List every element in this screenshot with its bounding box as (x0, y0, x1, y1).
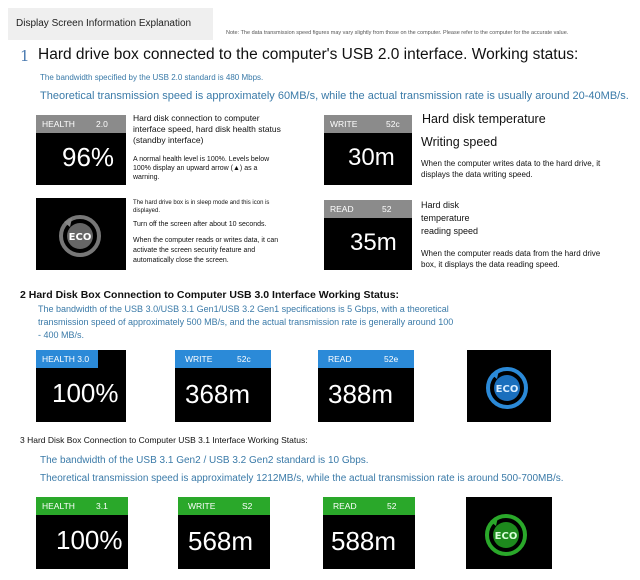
eco-desc-line1: The hard drive box is in sleep mode and this icon is displayed. (133, 200, 270, 214)
health-desc-title: Hard disk connection to computer interface speed, hard disk health status (standby interface) (133, 113, 281, 145)
s3-eco-tile (466, 497, 552, 569)
read-label: READ (330, 204, 354, 214)
section2-text: The bandwidth of the USB 3.0/USB 3.1 Gen1/USB 3.2 Gen1 specifications is 5 Gbps, with a theoretical transmission speed of approximately 500 MB/s, and the actual transmission rate is generally around 100 - 400 MB/s. (38, 304, 454, 340)
s3-eco-label: ECO (494, 531, 518, 542)
write-bar (324, 115, 412, 133)
s3-read-bar (323, 497, 415, 515)
health-label: HEALTH (42, 119, 75, 129)
s2-write-tile (175, 350, 271, 422)
s3-write-label: WRITE (188, 501, 216, 511)
s2-read-bar (318, 350, 414, 368)
eco-desc-line2: Turn off the screen after about 10 seconds. (133, 221, 267, 228)
s3-health-tag: 3.1 (96, 501, 108, 511)
read-display-tile (324, 200, 412, 270)
eco-label: ECO (68, 232, 92, 243)
s2-read-label: READ (328, 354, 352, 364)
s3-read-tile (323, 497, 415, 569)
s2-read-tag: 52e (384, 354, 399, 364)
health-display-tile (36, 115, 126, 185)
s2-health-tile (36, 350, 126, 422)
s3-write-value: 568m (188, 526, 254, 556)
s2-read-value: 388m (328, 379, 394, 409)
write-tag: 52c (386, 119, 400, 129)
section3-title: 3 Hard Disk Box Connection to Computer USB 3.1 Interface Working Status: (20, 435, 308, 445)
section1-number: 1 (20, 47, 30, 65)
s2-write-bar (175, 350, 271, 368)
read-desc: When the computer reads data from the hard drive box, it displays the data reading speed. (421, 249, 601, 269)
s3-write-tag: S2 (242, 501, 253, 511)
s2-write-label: WRITE (185, 354, 213, 364)
write-desc: When the computer writes data to the hard drive, it displays the data writing speed. (421, 159, 601, 179)
write-value: 30m (348, 144, 395, 171)
s2-health-bar (36, 350, 98, 368)
s2-eco-label: ECO (495, 384, 519, 395)
eco-icon (467, 350, 551, 422)
section3-bandwidth: The bandwidth of the USB 3.1 Gen2 / USB 3.2 Gen2 standard is 10 Gbps. (40, 455, 369, 466)
s3-health-label: HEALTH (42, 501, 75, 511)
header-title: Display Screen Information Explanation (8, 8, 213, 40)
s2-eco-tile (467, 350, 551, 422)
s2-health-value: 100% (52, 378, 119, 408)
health-value: 96% (62, 142, 115, 172)
s3-health-bar (36, 497, 128, 515)
s2-write-value: 368m (185, 379, 251, 409)
s3-write-bar (178, 497, 270, 515)
health-tag: 2.0 (96, 119, 108, 129)
s3-read-label: READ (333, 501, 357, 511)
write-display-tile (324, 115, 412, 185)
s3-read-value: 588m (331, 526, 397, 556)
read-bar (324, 200, 412, 218)
section1-bandwidth: The bandwidth specified by the USB 2.0 standard is 480 Mbps. (40, 73, 264, 82)
s3-write-tile (178, 497, 270, 569)
s2-read-tile (318, 350, 414, 422)
section3-theory: Theoretical transmission speed is approximately 1212MB/s, while the actual transmission rate is around 500-700MB/s. (40, 473, 564, 484)
eco-icon (36, 198, 126, 270)
health-bar (36, 115, 126, 133)
write-label: WRITE (330, 119, 358, 129)
section1-title: Hard drive box connected to the computer's USB 2.0 interface. Working status: (38, 46, 579, 63)
section2-title: 2 Hard Disk Box Connection to Computer USB 3.0 Interface Working Status: (20, 289, 400, 301)
temp-heading: Hard disk temperature (422, 112, 546, 126)
s2-write-tag: 52c (237, 354, 251, 364)
write-heading: Writing speed (421, 135, 498, 149)
s2-health-label: HEALTH 3.0 (42, 354, 90, 364)
s3-health-value: 100% (56, 525, 123, 555)
read-tag: 52 (382, 204, 392, 214)
health-desc-note: A normal health level is 100%. Levels below 100% display an upward arrow (▲) as a warning. (133, 156, 270, 181)
s3-read-tag: 52 (387, 501, 397, 511)
eco-display-tile (36, 198, 126, 270)
section1-theory: Theoretical transmission speed is approximately 60MB/s, while the actual transmission rate is usually around 20-40MB/s. (40, 90, 629, 102)
eco-desc-line3: When the computer reads or writes data, it can activate the screen security feature and automatically close the screen. (133, 237, 279, 264)
read-heading: Hard disk temperature reading speed (421, 200, 479, 236)
eco-icon (466, 497, 552, 569)
s3-health-tile (36, 497, 128, 569)
header-note: Note: The data transmission speed figures may vary slightly from those on the computer. Please refer to the computer for the accurate value. (226, 30, 569, 36)
read-value: 35m (350, 229, 397, 256)
